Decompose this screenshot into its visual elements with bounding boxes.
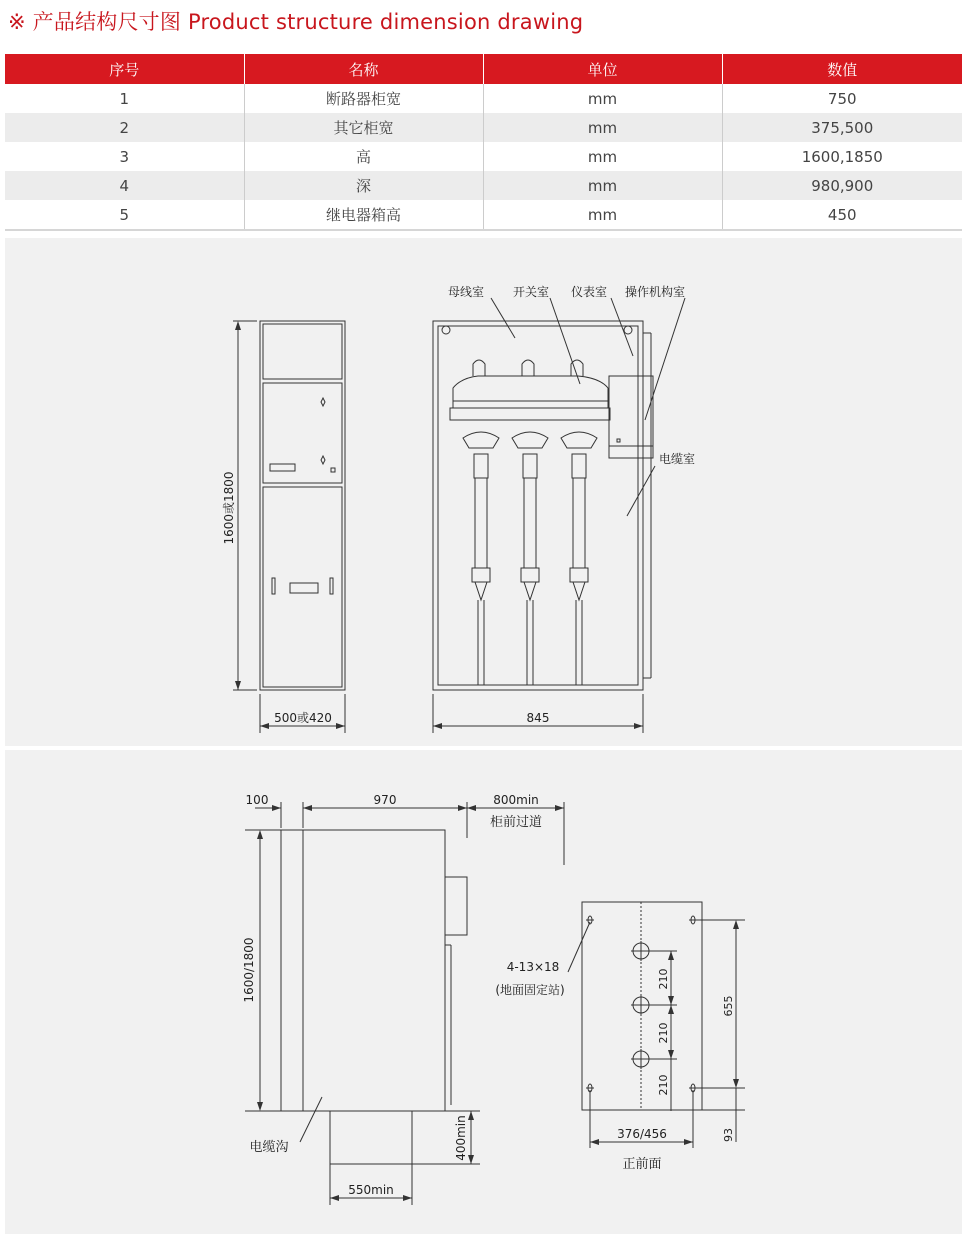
dim-800-label: 800min <box>493 793 539 807</box>
spacing-210-label: 210 <box>657 968 670 990</box>
switch-room-label: 开关室 <box>512 285 550 299</box>
mechanism-room-label: 操作机构室 <box>624 285 686 299</box>
table-row <box>5 142 962 171</box>
installation-drawing-panel <box>5 750 962 1234</box>
page-title: ※ 产品结构尺寸图 Product structure dimension drawing <box>8 10 584 34</box>
column-header: 单位 <box>483 54 722 84</box>
front-width-label: 500或420 <box>274 711 332 725</box>
table-row <box>5 200 962 230</box>
table-cell: 375,500 <box>722 113 962 142</box>
table-cell: 1600,1850 <box>801 147 883 166</box>
side-depth-label: 845 <box>526 711 550 725</box>
table-row <box>5 84 962 113</box>
table-cell: mm <box>483 113 722 142</box>
table-header-row <box>5 54 962 84</box>
cabinet-height-label: 1600/1800 <box>242 937 256 1003</box>
cable-room-label: 电缆室 <box>658 452 696 466</box>
installation-drawing <box>5 750 962 1234</box>
floor-fixing-note: (地面固定站) <box>495 983 565 997</box>
table-cell: 5 <box>5 200 244 230</box>
trench-width-label: 550min <box>348 1183 394 1197</box>
meter-room-label: 仪表室 <box>570 285 608 299</box>
table-cell: mm <box>483 171 722 200</box>
busbar-room-label: 母线室 <box>447 285 485 299</box>
table-cell: 高 <box>244 142 483 171</box>
column-header: 数值 <box>722 54 962 84</box>
table-cell: 深 <box>244 171 483 200</box>
dim-93-label: 93 <box>722 1128 735 1142</box>
column-header: 序号 <box>5 54 244 84</box>
front-side-label: 正前面 <box>622 1157 662 1172</box>
dim-100-label: 100 <box>245 793 269 807</box>
front-cabinet-outline <box>260 321 345 690</box>
spacing-210-label: 210 <box>657 1022 670 1044</box>
base-width-label: 376/456 <box>617 1127 667 1141</box>
cabinet-side-outline <box>303 830 445 1111</box>
base-plate-outline <box>582 902 702 1110</box>
table-cell: 4 <box>5 171 244 200</box>
table-cell: 继电器箱高 <box>244 200 483 230</box>
column-header: 名称 <box>244 54 483 84</box>
table-cell: 450 <box>722 200 962 230</box>
table-row <box>5 113 962 142</box>
spec-table <box>5 54 962 231</box>
dim-655-label: 655 <box>722 995 735 1017</box>
front-height-label: 1600或1800 <box>222 471 236 545</box>
table-cell: mm <box>483 200 722 230</box>
cabinet-drawing <box>5 238 962 746</box>
table-cell: 断路器柜宽 <box>244 84 483 113</box>
table-cell: 980,900 <box>722 171 962 200</box>
table-cell: 750 <box>827 89 857 108</box>
cable-trench-label: 电缆沟 <box>249 1140 289 1155</box>
table-cell: 3 <box>5 142 244 171</box>
table-cell: mm <box>483 142 722 171</box>
mounting-holes-label: 4-13×18 <box>506 960 560 974</box>
trench-depth-label: 400min <box>454 1115 468 1161</box>
cabinet-drawing-panel <box>5 238 962 746</box>
spacing-210-label: 210 <box>657 1074 670 1096</box>
front-aisle-label: 柜前过道 <box>489 815 543 830</box>
table-cell: 其它柜宽 <box>244 113 483 142</box>
table-row <box>5 171 962 200</box>
table-cell: 2 <box>5 113 244 142</box>
table-cell: mm <box>483 84 722 113</box>
dim-970-label: 970 <box>373 793 397 807</box>
table-cell: 1 <box>5 84 244 113</box>
